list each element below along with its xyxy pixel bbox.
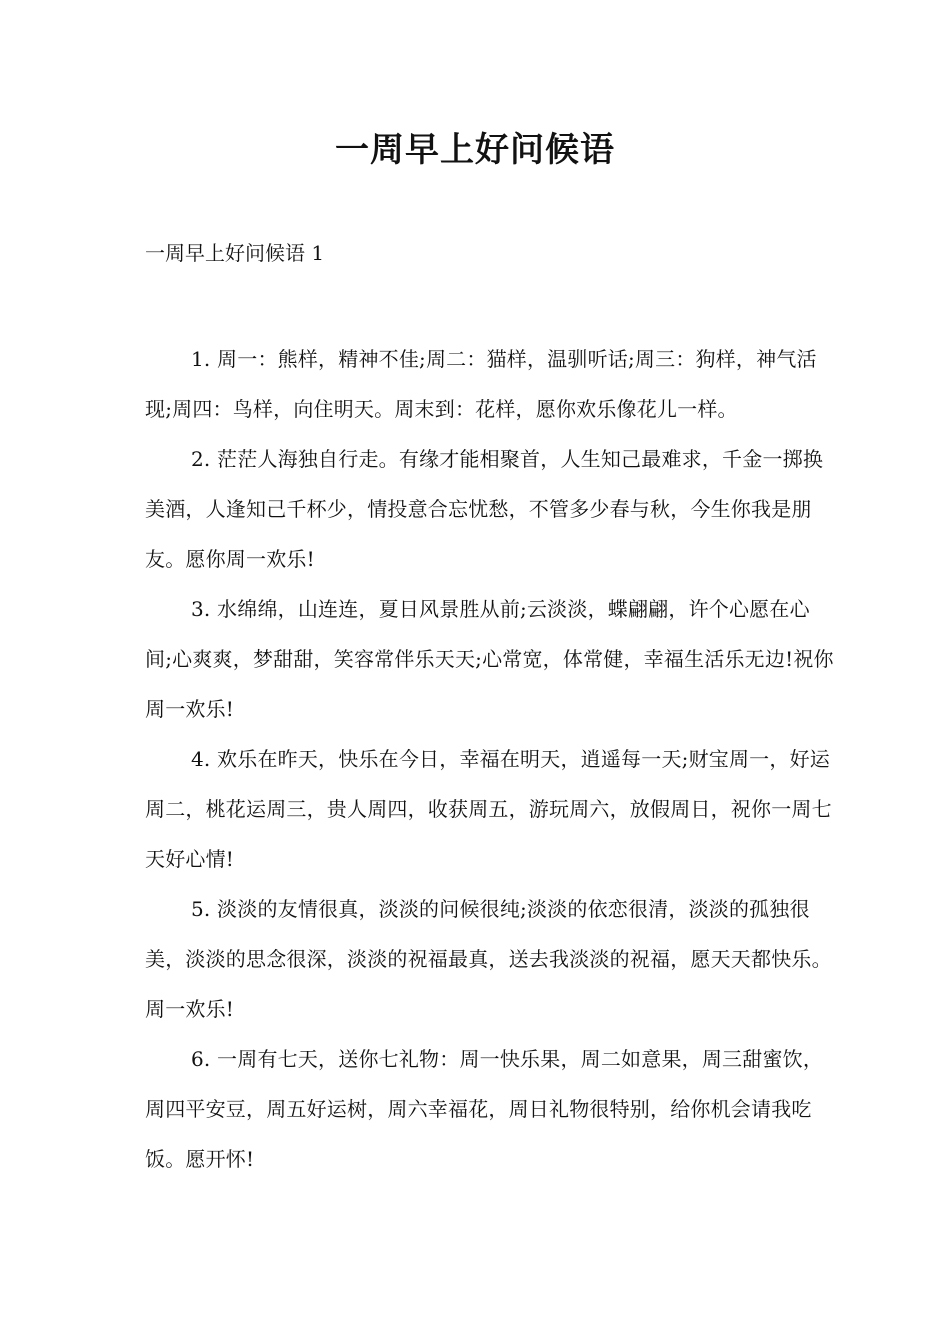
paragraph-2: 2. 茫茫人海独自行走。有缘才能相聚首，人生知己最难求，千金一掷换美酒，人逢知己千杯少，情投意合忘忧愁，不管多少春与秋，今生你我是朋友。愿你周一欢乐! [145, 447, 824, 571]
section-subtitle: 一周早上好问候语 1 [145, 241, 325, 265]
paragraph-5: 5. 淡淡的友情很真，淡淡的问候很纯;淡淡的依恋很清，淡淡的孤独很美，淡淡的思念很深，淡淡的祝福最真，送去我淡淡的祝福，愿天天都快乐。周一欢乐! [145, 897, 832, 1021]
document-title: 一周早上好问候语 [335, 130, 615, 170]
paragraph-6: 6. 一周有七天，送你七礼物：周一快乐果，周二如意果，周三甜蜜饮，周四平安豆，周五好运树，周六幸福花，周日礼物很特别，给你机会请我吃饭。愿开怀! [145, 1047, 824, 1171]
document-body [145, 334, 835, 1184]
paragraph-3: 3. 水绵绵，山连连，夏日风景胜从前;云淡淡，蝶翩翩，许个心愿在心间;心爽爽，梦甜甜，笑容常伴乐天天;心常宽，体常健，幸福生活乐无边!祝你周一欢乐! [145, 597, 834, 721]
paragraph-1: 1. 周一：熊样，精神不佳;周二：猫样，温驯听话;周三：狗样，神气活现;周四：鸟样，向住明天。周末到：花样，愿你欢乐像花儿一样。 [145, 347, 817, 421]
paragraph-4: 4. 欢乐在昨天，快乐在今日，幸福在明天，逍遥每一天;财宝周一，好运周二，桃花运周三，贵人周四，收获周五，游玩周六，放假周日，祝你一周七天好心情! [145, 747, 832, 871]
